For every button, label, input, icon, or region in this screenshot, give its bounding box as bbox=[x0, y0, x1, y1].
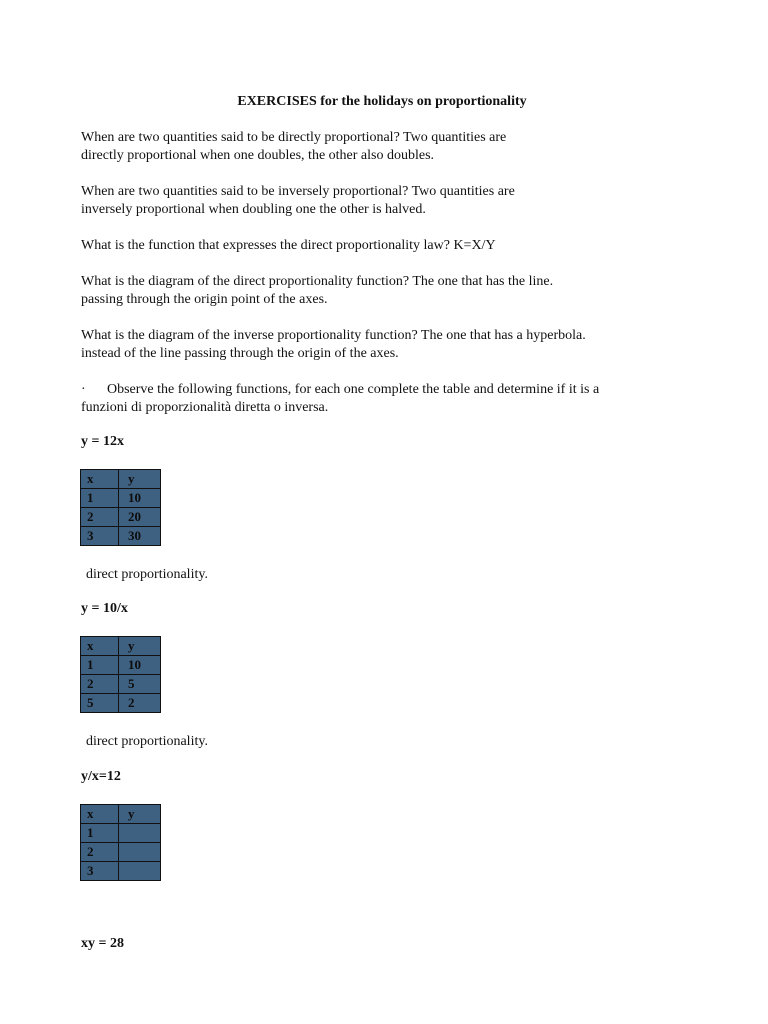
table-cell: 1 bbox=[81, 656, 119, 675]
table-cell-empty bbox=[119, 843, 161, 862]
table-header-row bbox=[81, 637, 161, 656]
table-cell: 10 bbox=[119, 489, 161, 508]
table-cell: 1 bbox=[81, 489, 119, 508]
values-table bbox=[80, 636, 161, 713]
table-cell: 2 bbox=[81, 843, 119, 862]
table-row bbox=[81, 675, 161, 694]
paragraph-line: inversely proportional when doubling one the other is halved. bbox=[81, 202, 426, 217]
paragraph-line: funzioni di proporzionalità diretta o inversa. bbox=[81, 400, 329, 415]
table-cell: 30 bbox=[119, 527, 161, 546]
table-header-row bbox=[81, 470, 161, 489]
question-inverse-proportional bbox=[81, 183, 681, 219]
table-cell: 2 bbox=[119, 694, 161, 713]
table-header-cell: x bbox=[81, 637, 119, 656]
paragraph-line: When are two quantities said to be directly proportional? Two quantities are bbox=[81, 130, 507, 145]
bullet-text: Observe the following functions, for each one complete the table and determine if it is a bbox=[107, 382, 600, 397]
paragraph-line: What is the diagram of the inverse proportionality function? The one that has a hyperbola. bbox=[81, 328, 586, 343]
table-row bbox=[81, 508, 161, 527]
table-cell: 10 bbox=[119, 656, 161, 675]
table-cell-empty bbox=[119, 824, 161, 843]
instruction-bullet bbox=[81, 381, 681, 417]
paragraph-line: What is the function that expresses the direct proportionality law? K=X/Y bbox=[81, 238, 496, 253]
table-cell: 5 bbox=[119, 675, 161, 694]
table-row bbox=[81, 489, 161, 508]
function-label: y = 12x bbox=[81, 434, 124, 449]
table-cell: 5 bbox=[81, 694, 119, 713]
function-label: y/x=12 bbox=[81, 769, 121, 784]
table-header-cell: y bbox=[119, 637, 161, 656]
answer-text: direct proportionality. bbox=[86, 567, 208, 582]
bullet-symbol: · bbox=[81, 382, 86, 397]
table-row bbox=[81, 656, 161, 675]
table-row bbox=[81, 824, 161, 843]
table-header-cell: x bbox=[81, 470, 119, 489]
table-cell: 1 bbox=[81, 824, 119, 843]
values-table bbox=[80, 469, 161, 546]
table-cell: 2 bbox=[81, 675, 119, 694]
table-header-cell: y bbox=[119, 805, 161, 824]
table-row bbox=[81, 843, 161, 862]
paragraph-line: What is the diagram of the direct proportionality function? The one that has the line. bbox=[81, 274, 554, 289]
document-title: EXERCISES for the holidays on proportionality bbox=[237, 94, 527, 109]
table-cell-empty bbox=[119, 862, 161, 881]
paragraph-line: passing through the origin point of the axes. bbox=[81, 292, 328, 307]
table-cell: 20 bbox=[119, 508, 161, 527]
table-row bbox=[81, 527, 161, 546]
table-row bbox=[81, 694, 161, 713]
table-cell: 2 bbox=[81, 508, 119, 527]
function-label: y = 10/x bbox=[81, 601, 128, 616]
question-direct-law bbox=[81, 237, 681, 255]
question-inverse-diagram bbox=[81, 327, 681, 363]
table-header-cell: x bbox=[81, 805, 119, 824]
table-header-row bbox=[81, 805, 161, 824]
answer-text: direct proportionality. bbox=[86, 734, 208, 749]
values-table bbox=[80, 804, 161, 881]
paragraph-line: directly proportional when one doubles, the other also doubles. bbox=[81, 148, 435, 163]
table-cell: 3 bbox=[81, 527, 119, 546]
question-direct-diagram bbox=[81, 273, 681, 309]
question-direct-proportional bbox=[81, 129, 681, 165]
bullet-line bbox=[81, 381, 681, 399]
table-row bbox=[81, 862, 161, 881]
paragraph-line: When are two quantities said to be inversely proportional? Two quantities are bbox=[81, 184, 515, 199]
function-label: xy = 28 bbox=[81, 936, 124, 951]
paragraph-line: instead of the line passing through the origin of the axes. bbox=[81, 346, 399, 361]
table-cell: 3 bbox=[81, 862, 119, 881]
table-header-cell: y bbox=[119, 470, 161, 489]
